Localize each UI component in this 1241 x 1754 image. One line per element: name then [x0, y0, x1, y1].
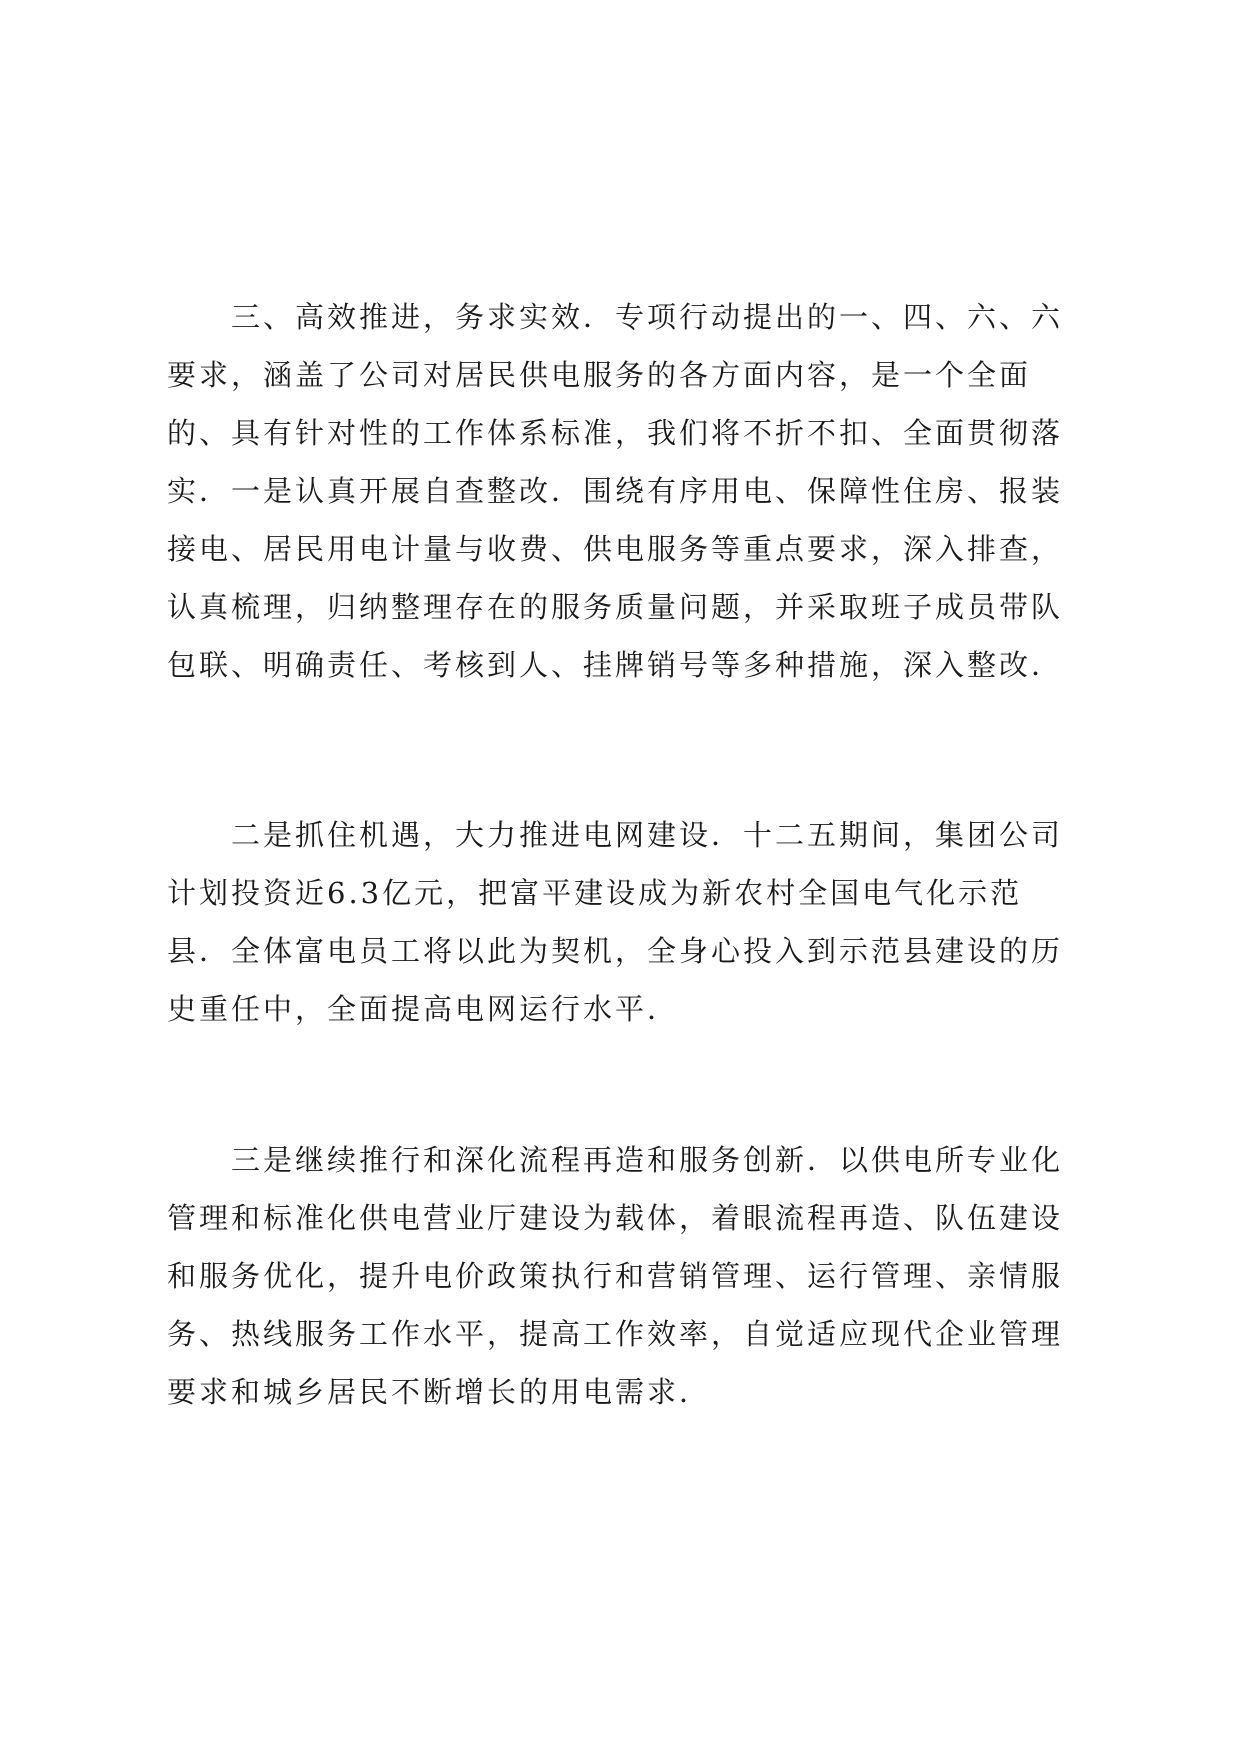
paragraph-line: 务、热线服务工作水平，提高工作效率，自觉适应现代企业管理	[167, 1317, 1064, 1351]
paragraph-line: 史重任中，全面提高电网运行水平．	[167, 992, 680, 1026]
paragraph-line: 三、高效推进，务求实效．专项行动提出的一、四、六、六	[167, 300, 1064, 334]
paragraph-line: 包联、明确责任、考核到人、挂牌销号等多种措施，深入整改．	[167, 648, 1064, 682]
paragraph-line: 认真梳理，归纳整理存在的服务质量问题，并采取班子成员带队	[167, 590, 1064, 624]
paragraph-line: 计划投资近6.3亿元，把富平建设成为新农村全国电气化示范	[167, 876, 1023, 910]
paragraph-line: 县．全体富电员工将以此为契机，全身心投入到示范县建设的历	[167, 934, 1064, 968]
paragraph-line: 三是继续推行和深化流程再造和服务创新．以供电所专业化	[167, 1143, 1064, 1177]
paragraph-line: 的、具有针对性的工作体系标准，我们将不折不扣、全面贯彻落	[167, 416, 1064, 450]
paragraph-line: 和服务优化，提升电价政策执行和营销管理、运行管理、亲情服	[167, 1259, 1064, 1293]
paragraph-1	[167, 288, 1097, 694]
paragraph-line: 实．一是认真开展自查整改．围绕有序用电、保障性住房、报装	[167, 474, 1064, 508]
paragraph-2	[167, 806, 1097, 1038]
paragraph-line: 管理和标准化供电营业厅建设为载体，着眼流程再造、队伍建设	[167, 1201, 1064, 1235]
paragraph-line: 要求，涵盖了公司对居民供电服务的各方面内容，是一个全面	[167, 358, 1032, 392]
paragraph-3	[167, 1131, 1097, 1421]
paragraph-line: 要求和城乡居民不断增长的用电需求．	[167, 1375, 712, 1409]
paragraph-line: 接电、居民用电计量与收费、供电服务等重点要求，深入排查，	[167, 532, 1064, 566]
paragraph-line: 二是抓住机遇，大力推进电网建设．十二五期间，集团公司	[167, 818, 1064, 852]
